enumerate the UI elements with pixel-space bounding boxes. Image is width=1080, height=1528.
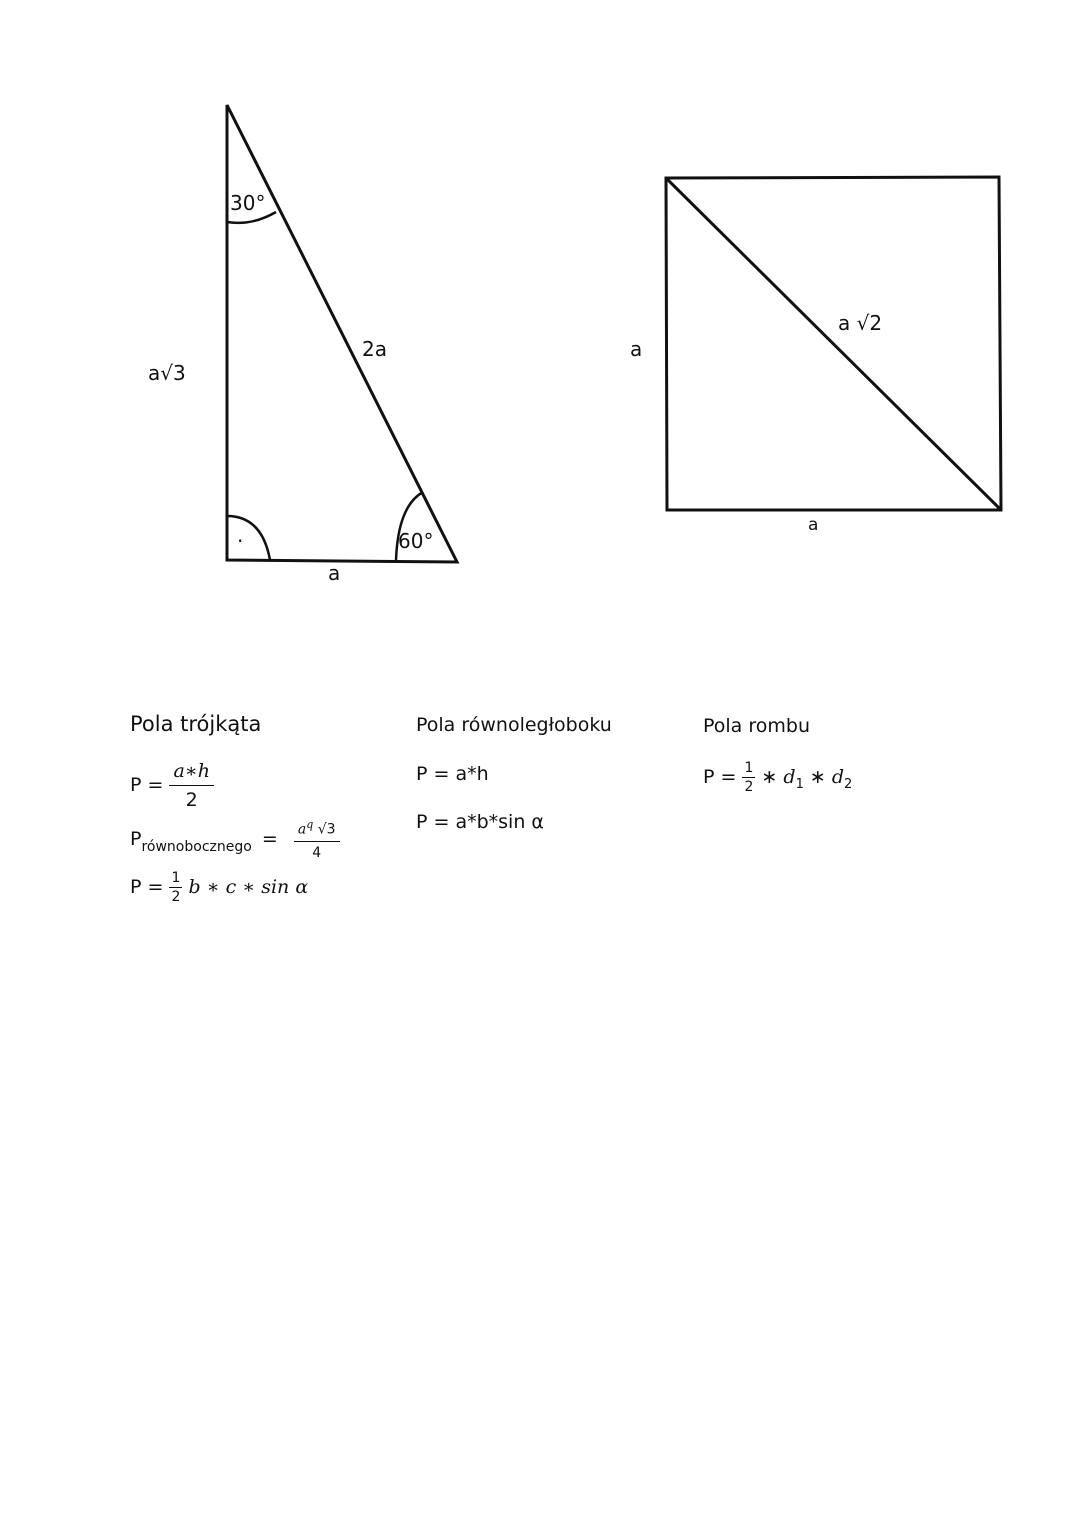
fraction-numerator: 1 (171, 870, 181, 886)
fraction (294, 818, 340, 861)
formula-lhs: P = (703, 766, 737, 788)
right-angle-arc (227, 516, 270, 560)
square (630, 177, 1001, 535)
fraction-denominator: 2 (744, 779, 754, 795)
multiply-sign-2: ∗ (809, 766, 826, 788)
numerator-exponent: q (306, 818, 314, 831)
square-diagonal (666, 178, 1001, 510)
fraction-numerator (294, 818, 340, 842)
parallelogram-formula-sine: P = a*b*sin α (416, 811, 544, 833)
angle-label-60: 60° (398, 529, 434, 553)
square-side-bottom-label: a (808, 515, 819, 535)
parallelogram-area-heading: Pola równoległoboku (416, 714, 612, 736)
numerator-root: √3 (317, 821, 336, 838)
fraction-numerator: 1 (744, 760, 754, 776)
diagonal-d1: d (783, 766, 796, 788)
fraction-denominator: 2 (185, 789, 198, 811)
triangle-area-heading: Pola trójkąta (130, 712, 262, 736)
fraction-numerator: a∗h (169, 760, 213, 786)
fraction (169, 870, 182, 905)
formula-lhs: P = (130, 876, 164, 898)
fraction-denominator: 2 (171, 889, 181, 905)
formula-equals: = (261, 827, 278, 850)
rhombus-area-heading: Pola rombu (703, 715, 810, 737)
angle-label-30: 30° (230, 191, 266, 215)
side-label-left: a√3 (148, 361, 186, 385)
formula-p: P (130, 827, 142, 850)
diagonal-d2-subscript: 2 (844, 776, 853, 792)
square-side-left-label: a (630, 337, 643, 361)
diagonal-d1-subscript: 1 (795, 776, 804, 792)
square-diagonal-label: a √2 (838, 311, 883, 335)
right-angle-dot: · (237, 529, 244, 553)
right-triangle (148, 105, 457, 585)
fraction-denominator: 4 (312, 844, 322, 861)
triangle-area-formula-basic (130, 760, 214, 811)
fraction (742, 760, 755, 795)
multiply-sign-1: ∗ (761, 766, 778, 788)
rhombus-formula-diagonals (703, 760, 852, 795)
triangle-area-formula-equilateral (130, 818, 340, 861)
triangle-area-formula-sine (130, 870, 308, 905)
formula-subscript: równobocznego (141, 838, 252, 855)
side-label-hypotenuse: 2a (362, 337, 387, 361)
parallelogram-formula-height: P = a*h (416, 763, 489, 785)
side-label-bottom: a (328, 561, 341, 585)
diagonal-d2: d (831, 766, 845, 788)
formula-rest: b ∗ c ∗ sin α (188, 876, 309, 898)
formula-lhs: P = (130, 774, 164, 796)
numerator-a: a (297, 821, 307, 838)
fraction (169, 760, 213, 811)
